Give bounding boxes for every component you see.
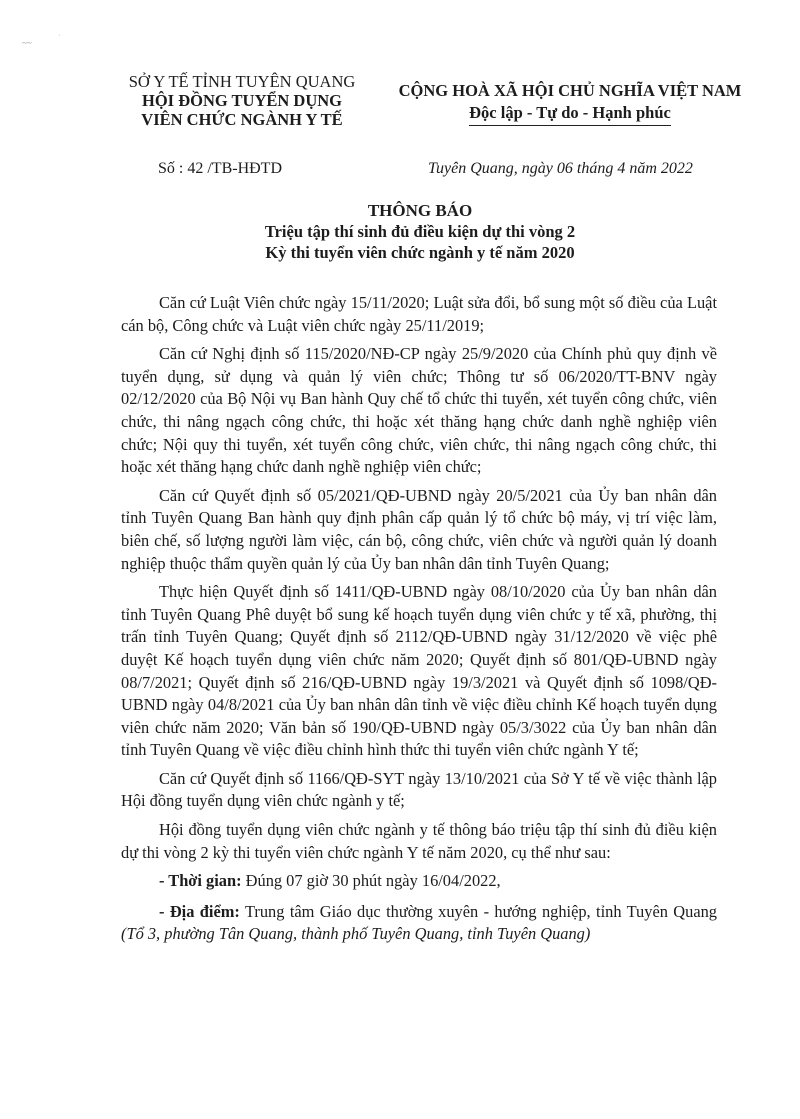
national-header — [370, 80, 770, 126]
paragraph: Thực hiện Quyết định số 1411/QĐ-UBND ngày 08/10/2020 của Ủy ban nhân dân tỉnh Tuyên Quang Phê duyệt bổ sung kế hoạch tuyển dụng viên chức y tế xã, phường, thị trấn tỉnh Tuyên Quang; Quyết định số 2112/QĐ-UBND ngày 31/12/2020 về việc phê duyệt Kế hoạch tuyển dụng viên chức năm 2020; Quyết định số 801/QĐ-UBND ngày 08/7/2021; Quyết định số 216/QĐ-UBND ngày 19/3/2021 và Quyết định số 1098/QĐ-UBND ngày 04/8/2021 của Ủy ban nhân dân tỉnh về việc điều chỉnh Kế hoạch tuyển dụng viên chức năm 2020; Văn bản số 190/QĐ-UBND ngày 05/3/3022 của Ủy ban nhân dân tỉnh Tuyên Quang về việc điều chỉnh hình thức thi tuyển viên chức ngành Y tế; — [121, 582, 717, 760]
exam-place-detail: (Tổ 3, phường Tân Quang, thành phố Tuyên Quang, tỉnh Tuyên Quang) — [121, 924, 591, 944]
scan-mark: ~~ — [22, 38, 32, 48]
national-motto: Độc lập - Tự do - Hạnh phúc — [469, 102, 671, 126]
paragraph: Căn cứ Quyết định số 05/2021/QĐ-UBND ngày 20/5/2021 của Ủy ban nhân dân tỉnh Tuyên Quang Ban hành quy định phân cấp quản lý tổ chức bộ máy, vị trí việc làm, biên chế, số lượng người làm việc, cán bộ, công chức, viên chức và người quản lý doanh nghiệp thuộc thẩm quyền quản lý của Ủy ban nhân dân tỉnh Tuyên Quang; — [121, 485, 717, 573]
title-sub-line2: Kỳ thi tuyển viên chức ngành y tế năm 2020 — [265, 243, 575, 262]
title-main: THÔNG BÁO — [367, 201, 473, 220]
paragraph: Căn cứ Nghị định số 115/2020/NĐ-CP ngày 25/9/2020 của Chính phủ quy định về tuyển dụng, sử dụng và quản lý viên chức; Thông tư số 06/2020/TT-BNV ngày 02/12/2020 của Bộ Nội vụ Ban hành Quy chế tổ chức thi tuyển, xét tuyển công chức, viên chức, thi nâng ngạch công chức, thi hoặc xét thăng hạng chức danh nghề nghiệp viên chức; Nội quy thi tuyển, xét tuyển công chức, viên chức, thi nâng ngạch công chức, thi hoặc xét thăng hạng chức danh nghề nghiệp viên chức; — [121, 344, 717, 477]
issuing-authority — [112, 72, 372, 129]
agency-name: SỞ Y TẾ TỈNH TUYÊN QUANG — [128, 72, 356, 91]
exam-place-label: - Địa điểm: — [159, 901, 240, 921]
document-body — [121, 292, 717, 954]
paragraph: Hội đồng tuyển dụng viên chức ngành y tế thông báo triệu tập thí sinh đủ điều kiện dự thi vòng 2 kỳ thi tuyển viên chức ngành Y tế năm 2020, cụ thể như sau: — [121, 820, 717, 862]
council-name-line2: VIÊN CHỨC NGÀNH Y TẾ — [141, 110, 343, 129]
document-title — [200, 200, 640, 263]
document-date: Tuyên Quang, ngày 06 tháng 4 năm 2022 — [428, 160, 693, 177]
document-number: Số : 42 /TB-HĐTD — [158, 160, 282, 177]
council-name-line1: HỘI ĐỒNG TUYỂN DỤNG — [141, 91, 342, 110]
exam-time-label: - Thời gian: — [159, 871, 242, 891]
exam-time — [121, 870, 717, 893]
exam-place-value: Trung tâm Giáo dục thường xuyên - hướng nghiệp, tỉnh Tuyên Quang — [239, 901, 717, 921]
paragraph: Căn cứ Quyết định số 1166/QĐ-SYT ngày 13/10/2021 của Sở Y tế về việc thành lập Hội đồng tuyển dụng viên chức ngành y tế; — [121, 768, 717, 811]
title-sub-line1: Triệu tập thí sinh đủ điều kiện dự thi vòng 2 — [264, 222, 576, 241]
paragraph: Căn cứ Luật Viên chức ngày 15/11/2020; Luật sửa đổi, bổ sung một số điều của Luật cán bộ, Công chức và Luật viên chức ngày 25/11/2019; — [121, 293, 717, 335]
exam-place — [121, 901, 717, 946]
nation-name: CỘNG HOÀ XÃ HỘI CHỦ NGHĨA VIỆT NAM — [398, 81, 742, 100]
exam-time-value: Đúng 07 giờ 30 phút ngày 16/04/2022, — [241, 871, 501, 891]
scan-mark: ˙ — [58, 33, 61, 42]
